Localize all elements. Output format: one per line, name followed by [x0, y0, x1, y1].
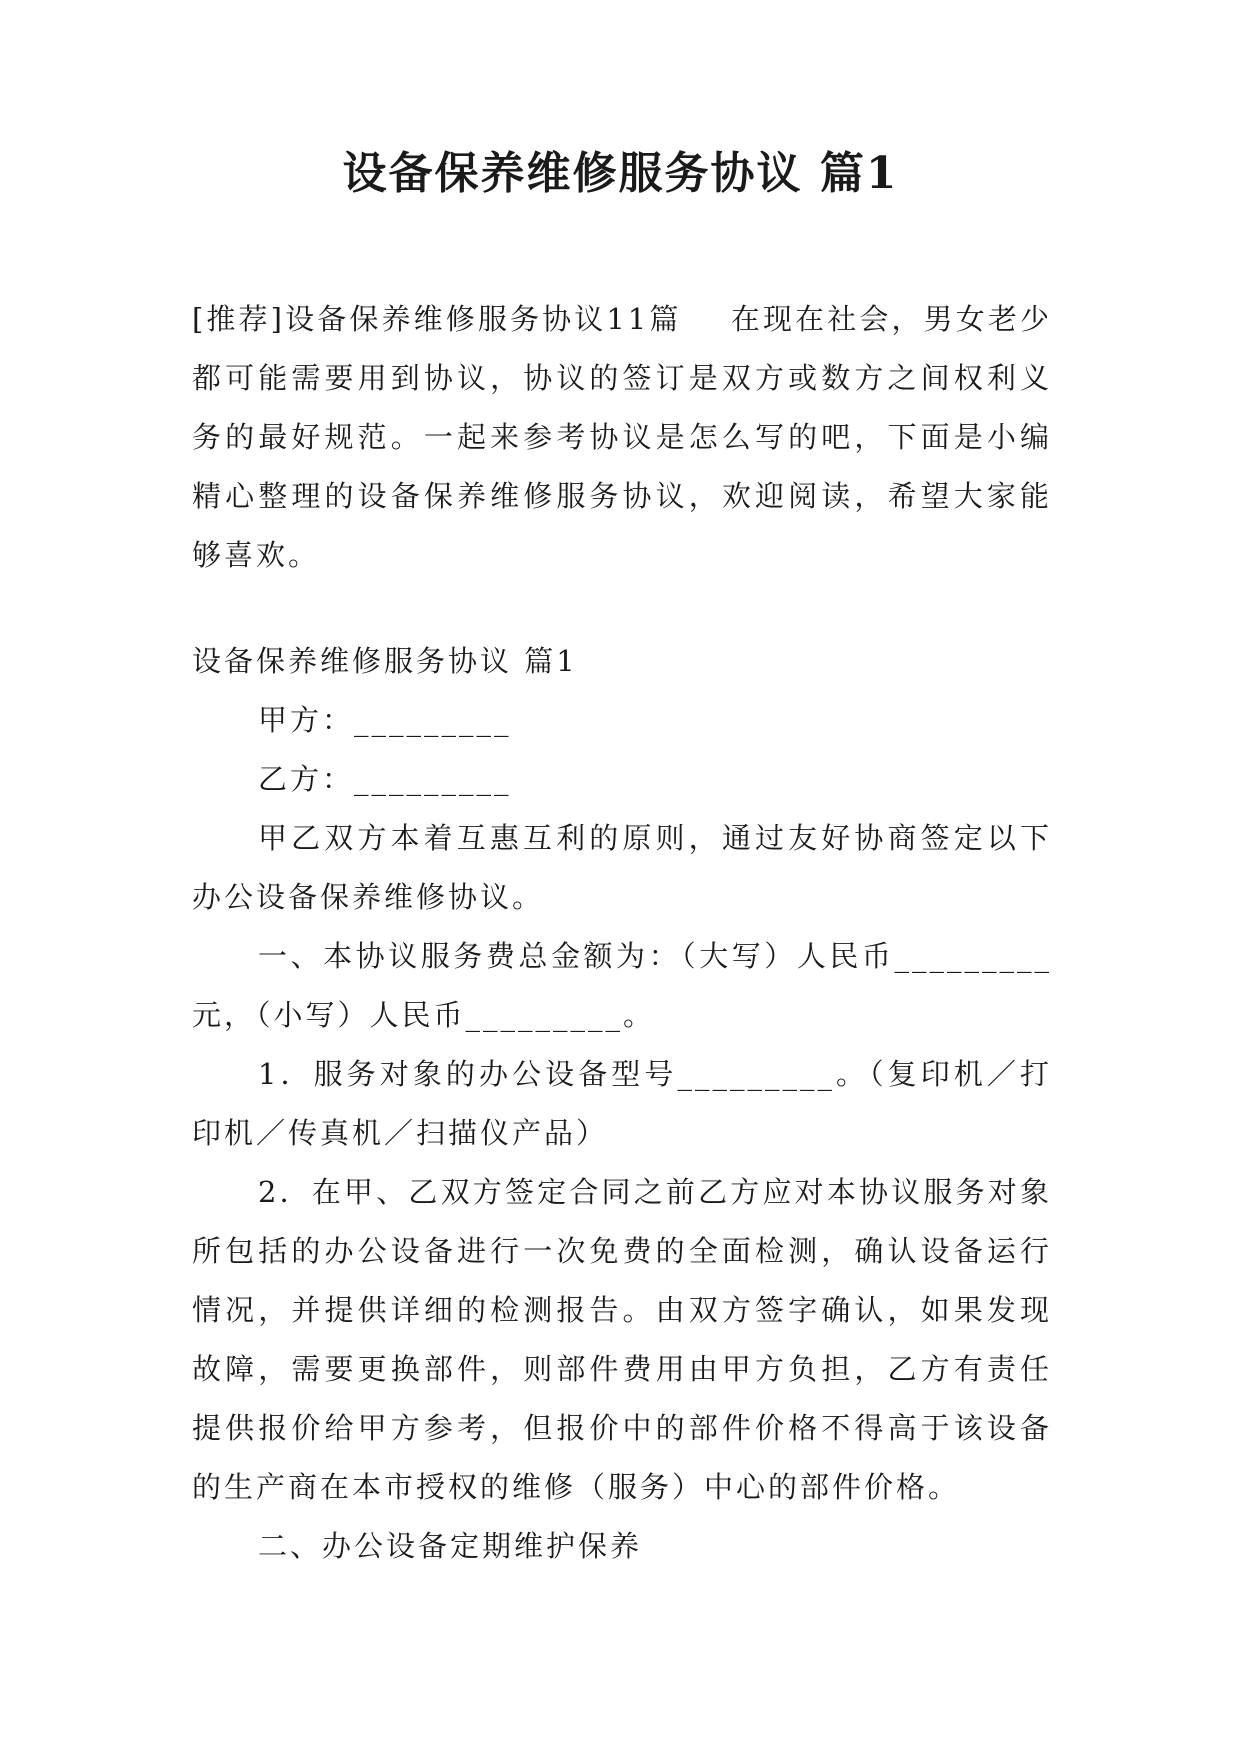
- party-a-line: 甲方：_________: [258, 703, 512, 737]
- document-title: 设备保养维修服务协议 篇1: [342, 148, 899, 199]
- section-heading: 设备保养维修服务协议 篇1: [192, 644, 578, 678]
- clause-1-item-1: 1．服务对象的办公设备型号_________。（复印机／打印机／传真机／扫描仪产品）: [192, 1057, 1052, 1150]
- clause-1-item-2: 2．在甲、乙双方签定合同之前乙方应对本协议服务对象所包括的办公设备进行一次免费的全面检测，确认设备运行情况，并提供详细的检测报告。由双方签字确认，如果发现故障，需要更换部件，则部件费用由甲方负担，乙方有责任提供报价给甲方参考，但报价中的部件价格不得高于该设备的生产商在本市授权的维修（服务）中心的部件价格。: [192, 1175, 1052, 1504]
- paragraph-gap: [192, 585, 1052, 632]
- clause-1-fee: 一、本协议服务费总金额为：（大写）人民币_________元，（小写）人民币_________。: [192, 939, 1052, 1032]
- intro-lead: [推荐]设备保养维修服务协议11篇: [192, 302, 731, 336]
- document-body: [192, 290, 1052, 1576]
- intro-text: 在现在社会，男女老少都可能需要用到协议，协议的签订是双方或数方之间权利义务的最好规范。一起来参考协议是怎么写的吧，下面是小编精心整理的设备保养维修服务协议，欢迎阅读，希望大家能够喜欢。: [192, 302, 1052, 572]
- intro-paragraph: [192, 290, 1052, 585]
- preamble-paragraph: 甲乙双方本着互惠互利的原则，通过友好协商签定以下办公设备保养维修协议。: [192, 821, 1052, 914]
- clause-2-heading: 二、办公设备定期维护保养: [258, 1529, 643, 1563]
- party-b-line: 乙方：_________: [258, 762, 512, 796]
